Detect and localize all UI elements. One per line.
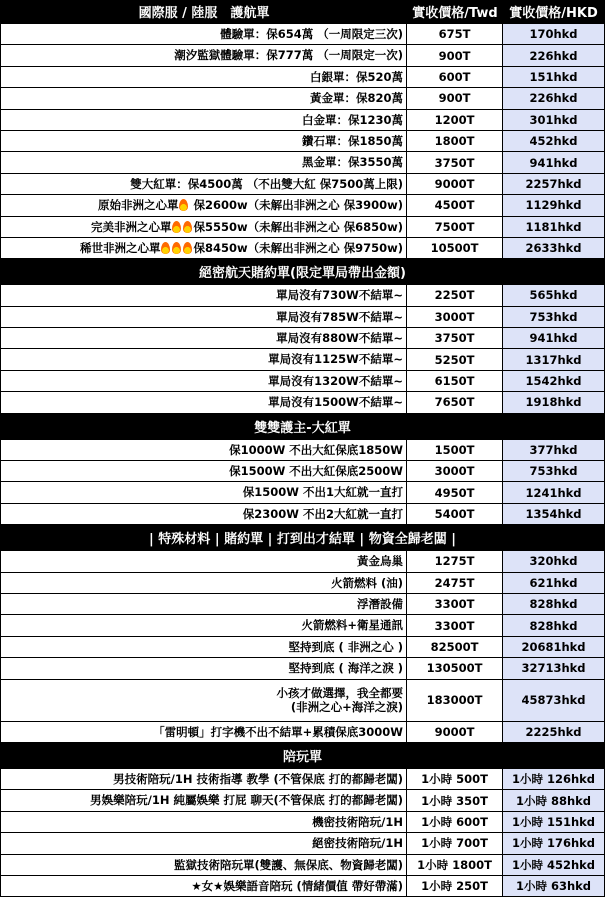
service-terms: (非洲之心+海洋之淚) (290, 700, 403, 715)
price-row (1, 67, 604, 88)
price-row (1, 461, 604, 482)
service-name: 稀世非洲之心單 (79, 240, 161, 255)
price-twd: 1小時 1800T (407, 855, 503, 875)
price-twd: 4500T (407, 195, 503, 215)
service-description: 男娛樂陪玩/1H 純屬娛樂 打屁 聊天(不管保底 打的都歸老闆) (1, 790, 407, 810)
service-description: 絕密技術陪玩/1H (1, 833, 407, 853)
price-hkd: 1918hkd (503, 392, 604, 412)
price-twd: 1小時 250T (407, 876, 503, 896)
price-hkd: 1317hkd (503, 349, 604, 369)
price-twd: 3000T (407, 461, 503, 481)
price-twd: 600T (407, 67, 503, 87)
price-hkd: 565hkd (503, 285, 604, 305)
section-title: | 特殊材料 | 賭約單 | 打到出才結單 | 物資全歸老闆 | (149, 532, 456, 548)
price-twd: 1小時 350T (407, 790, 503, 810)
price-row (1, 637, 604, 658)
service-description: 單局沒有730W不結單~ (1, 285, 407, 305)
service-name: 小孩才做選擇，我全都要 (276, 685, 403, 700)
price-hkd: 1354hkd (503, 504, 604, 524)
price-twd: 1小時 700T (407, 833, 503, 853)
service-description (1, 217, 407, 237)
price-hkd: 32713hkd (503, 658, 604, 678)
price-hkd: 941hkd (503, 152, 604, 172)
service-description: 白銀單：保520萬 (1, 67, 407, 87)
price-row (1, 440, 604, 461)
service-description: 黃金單：保820萬 (1, 88, 407, 108)
service-description: 浮潛設備 (1, 594, 407, 614)
fire-icon (172, 221, 181, 233)
service-terms: 保8450w（未解出非洲之心 保9750w) (193, 240, 403, 255)
price-hkd: 1小時 176hkd (503, 833, 604, 853)
price-row (1, 594, 604, 615)
price-hkd: 1小時 63hkd (503, 876, 604, 896)
price-row (1, 307, 604, 328)
price-twd: 4950T (407, 482, 503, 502)
service-description: 單局沒有1125W不結單~ (1, 349, 407, 369)
price-twd: 10500T (407, 238, 503, 258)
price-twd: 675T (407, 24, 503, 44)
price-row (1, 88, 604, 109)
service-description: 白金單：保1230萬 (1, 110, 407, 130)
price-twd: 9000T (407, 174, 503, 194)
service-description: 保1000W 不出大紅保底1850W (1, 440, 407, 460)
price-twd: 1小時 600T (407, 812, 503, 832)
price-twd: 3000T (407, 307, 503, 327)
price-twd: 82500T (407, 637, 503, 657)
column-header-twd: 實收價格/Twd (412, 6, 498, 21)
price-row (1, 174, 604, 195)
column-header-hkd: 實收價格/HKD (509, 6, 598, 21)
service-description: 「雷明頓」打字機不出不結單+累積保底3000W (1, 722, 407, 742)
price-hkd: 753hkd (503, 461, 604, 481)
service-description: 單局沒有1500W不結單~ (1, 392, 407, 412)
price-twd: 7500T (407, 217, 503, 237)
price-twd: 1200T (407, 110, 503, 130)
service-description: 火箭燃料+衛星通訊 (1, 615, 407, 635)
price-hkd: 1542hkd (503, 371, 604, 391)
price-hkd: 828hkd (503, 594, 604, 614)
price-row (1, 658, 604, 679)
price-twd: 900T (407, 88, 503, 108)
price-hkd: 1小時 151hkd (503, 812, 604, 832)
price-hkd: 301hkd (503, 110, 604, 130)
section-header (1, 743, 604, 769)
price-twd: 9000T (407, 722, 503, 742)
fire-icon (183, 242, 192, 254)
price-twd: 130500T (407, 658, 503, 678)
price-hkd: 170hkd (503, 24, 604, 44)
price-hkd: 226hkd (503, 88, 604, 108)
price-hkd: 1小時 126hkd (503, 769, 604, 789)
service-description: 堅持到底 ( 海洋之淚 ) (1, 658, 407, 678)
service-description: 黃金烏巢 (1, 551, 407, 571)
price-row (1, 371, 604, 392)
service-description: 火箭燃料 (油) (1, 573, 407, 593)
price-hkd: 226hkd (503, 45, 604, 65)
price-row (1, 392, 604, 413)
service-description: 單局沒有1320W不結單~ (1, 371, 407, 391)
price-row (1, 110, 604, 131)
section-title: 絕密航天賭約單(限定單局帶出金額) (199, 266, 406, 282)
price-twd: 1800T (407, 131, 503, 151)
service-description: 單局沒有880W不結單~ (1, 328, 407, 348)
price-row (1, 855, 604, 876)
price-twd: 5250T (407, 349, 503, 369)
service-description: 潮汐監獄體驗單：保777萬 （一周限定一次) (1, 45, 407, 65)
price-hkd: 452hkd (503, 131, 604, 151)
price-twd: 7650T (407, 392, 503, 412)
price-hkd: 941hkd (503, 328, 604, 348)
service-description: ★女★娛樂語音陪玩 (情緒價值 帶好帶滿) (1, 876, 407, 896)
table-header (1, 0, 604, 24)
price-twd: 183000T (407, 680, 503, 721)
service-description: 雙大紅單：保4500萬 （不出雙大紅 保7500萬上限) (1, 174, 407, 194)
table-body (1, 24, 604, 897)
fire-icon (183, 221, 192, 233)
price-row (1, 680, 604, 722)
section-header (1, 414, 604, 440)
price-twd: 6150T (407, 371, 503, 391)
price-row (1, 152, 604, 173)
price-row (1, 195, 604, 216)
fire-icon (179, 199, 188, 211)
service-description: 單局沒有785W不結單~ (1, 307, 407, 327)
price-row (1, 285, 604, 306)
service-description: 堅持到底 ( 非洲之心 ) (1, 637, 407, 657)
price-hkd: 1小時 88hkd (503, 790, 604, 810)
price-row (1, 504, 604, 525)
price-row (1, 328, 604, 349)
price-twd: 1小時 500T (407, 769, 503, 789)
service-name: 原始非洲之心單 (97, 198, 179, 213)
price-hkd: 1241hkd (503, 482, 604, 502)
price-twd: 3750T (407, 328, 503, 348)
service-terms: 保2600w（未解出非洲之心 保3900w) (189, 198, 403, 213)
price-row (1, 238, 604, 259)
service-description: 保1500W 不出大紅保底2500W (1, 461, 407, 481)
price-row (1, 349, 604, 370)
service-description: 體驗單：保654萬 （一周限定三次) (1, 24, 407, 44)
price-row (1, 24, 604, 45)
price-hkd: 1181hkd (503, 217, 604, 237)
price-hkd: 20681hkd (503, 637, 604, 657)
price-twd: 2250T (407, 285, 503, 305)
price-row (1, 45, 604, 66)
service-name: 完美非洲之心單 (90, 219, 172, 234)
price-row (1, 790, 604, 811)
price-hkd: 320hkd (503, 551, 604, 571)
service-description (1, 238, 407, 258)
service-description: 監獄技術陪玩單(雙護、無保底、物資歸老闆) (1, 855, 407, 875)
service-description: 機密技術陪玩/1H (1, 812, 407, 832)
price-hkd: 45873hkd (503, 680, 604, 721)
price-row (1, 131, 604, 152)
price-hkd: 828hkd (503, 615, 604, 635)
price-row (1, 812, 604, 833)
service-description: 保1500W 不出1大紅就一直打 (1, 482, 407, 502)
section-header (1, 259, 604, 285)
price-hkd: 2257hkd (503, 174, 604, 194)
price-hkd: 377hkd (503, 440, 604, 460)
price-hkd: 621hkd (503, 573, 604, 593)
service-description: 鑽石單：保1850萬 (1, 131, 407, 151)
section-header (1, 525, 604, 551)
price-hkd: 2633hkd (503, 238, 604, 258)
section-title: 雙雙護主-大紅單 (254, 420, 351, 436)
price-twd: 900T (407, 45, 503, 65)
price-row (1, 573, 604, 594)
price-twd: 1275T (407, 551, 503, 571)
price-twd: 3300T (407, 615, 503, 635)
price-row (1, 769, 604, 790)
price-hkd: 2225hkd (503, 722, 604, 742)
service-description: 黑金單：保3550萬 (1, 152, 407, 172)
fire-icon (172, 242, 181, 254)
price-row (1, 833, 604, 854)
price-twd: 5400T (407, 504, 503, 524)
price-twd: 3300T (407, 594, 503, 614)
price-row (1, 551, 604, 572)
service-description (1, 195, 407, 215)
price-row (1, 876, 604, 897)
price-hkd: 151hkd (503, 67, 604, 87)
price-hkd: 1129hkd (503, 195, 604, 215)
price-row (1, 615, 604, 636)
price-twd: 3750T (407, 152, 503, 172)
service-description (1, 680, 407, 721)
fire-icon (161, 242, 170, 254)
price-row (1, 482, 604, 503)
service-terms: 保5550w（未解出非洲之心 保6850w) (193, 219, 403, 234)
price-hkd: 1小時 452hkd (503, 855, 604, 875)
price-hkd: 753hkd (503, 307, 604, 327)
price-row (1, 217, 604, 238)
price-twd: 1500T (407, 440, 503, 460)
service-description: 保2300W 不出2大紅就一直打 (1, 504, 407, 524)
section-title: 陪玩單 (282, 749, 322, 765)
service-description: 男技術陪玩/1H 技術指導 教學 (不管保底 打的都歸老闆) (1, 769, 407, 789)
price-twd: 2475T (407, 573, 503, 593)
price-row (1, 722, 604, 743)
table-title: 國際服 / 陸服 護航單 (138, 6, 270, 21)
